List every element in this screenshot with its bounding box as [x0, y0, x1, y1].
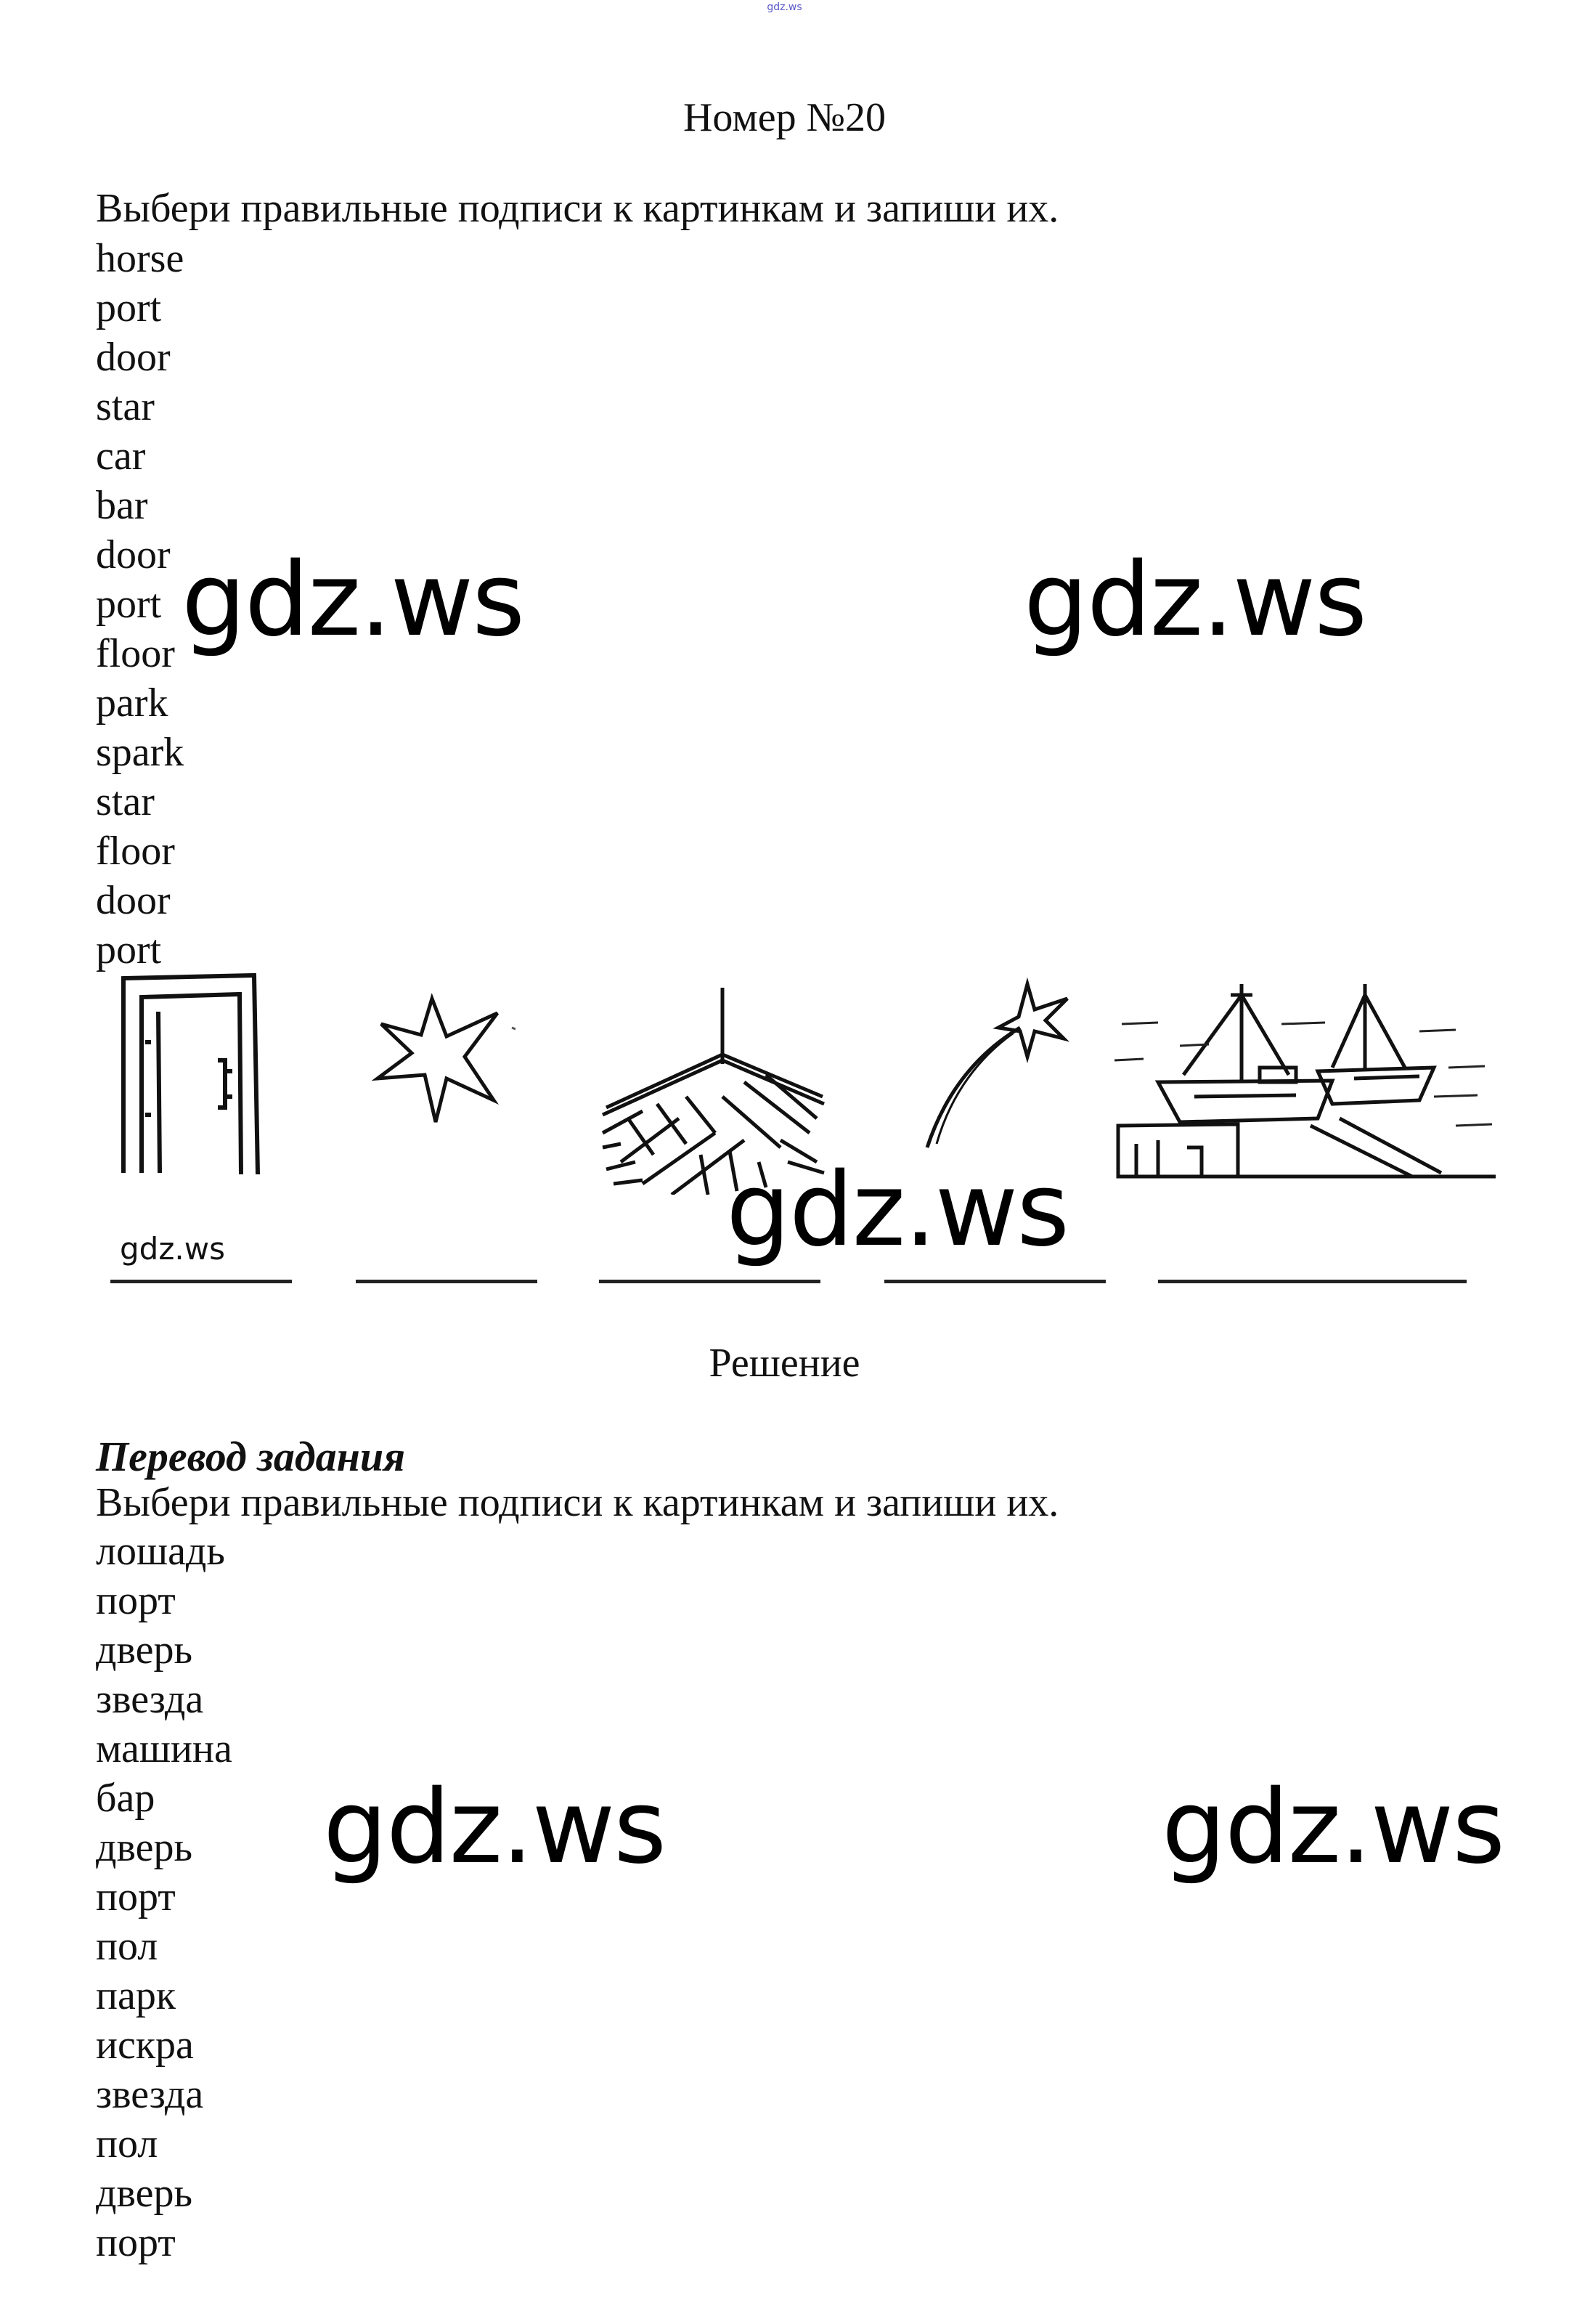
task-instruction: Выбери правильные подписи к картинкам и запиши их. — [96, 186, 1059, 231]
word-item: бар — [96, 1776, 155, 1821]
word-item: пол — [96, 2121, 158, 2166]
translation-instruction: Выбери правильные подписи к картинкам и запиши их. — [96, 1480, 1059, 1525]
word-item: port — [96, 285, 162, 330]
solution-label: Решение — [709, 1341, 860, 1386]
watermark: gdz.ws — [1162, 1768, 1504, 1887]
answer-line — [356, 1280, 537, 1283]
word-item: bar — [96, 483, 148, 528]
spark-picture — [918, 977, 1082, 1151]
word-item: door — [96, 532, 171, 577]
word-item: car — [96, 434, 146, 479]
word-item: искра — [96, 2023, 194, 2068]
word-item: пол — [96, 1924, 158, 1969]
watermark: gdz.ws — [1024, 541, 1366, 659]
word-item: door — [96, 335, 171, 380]
word-item: дверь — [96, 1825, 192, 1870]
word-item: порт — [96, 1578, 176, 1623]
task-word-list — [96, 234, 184, 975]
word-item: звезда — [96, 1677, 204, 1722]
translation-word-list — [96, 1527, 232, 2267]
word-item: floor — [96, 829, 175, 874]
watermark: gdz.ws — [182, 541, 524, 659]
word-item: дверь — [96, 2171, 192, 2216]
word-item: door — [96, 878, 171, 923]
translation-title: Перевод задания — [96, 1433, 405, 1480]
page-title: Номер №20 — [682, 95, 887, 140]
word-item: парк — [96, 1973, 176, 2018]
word-item: star — [96, 384, 155, 429]
word-item: порт — [96, 2220, 176, 2265]
star-picture — [367, 984, 526, 1129]
top-watermark: gdz.ws — [767, 1, 802, 13]
word-item: машина — [96, 1726, 232, 1771]
answer-line — [884, 1280, 1106, 1283]
answer-line — [110, 1280, 292, 1283]
word-item: port — [96, 927, 162, 972]
door-picture — [109, 970, 269, 1177]
word-item: порт — [96, 1874, 176, 1919]
answer-line — [599, 1280, 820, 1283]
answer-line — [1158, 1280, 1467, 1283]
word-item: spark — [96, 730, 184, 775]
word-item: лошадь — [96, 1529, 225, 1574]
word-item: horse — [96, 236, 184, 281]
word-item: port — [96, 582, 162, 627]
word-item: floor — [96, 631, 175, 676]
watermark-small: gdz.ws — [120, 1231, 225, 1267]
word-item: park — [96, 680, 168, 726]
watermark: gdz.ws — [726, 1151, 1069, 1269]
word-item: звезда — [96, 2072, 204, 2117]
watermark: gdz.ws — [323, 1768, 666, 1887]
word-item: star — [96, 779, 155, 824]
port-picture — [1114, 980, 1499, 1184]
word-item: дверь — [96, 1628, 192, 1673]
